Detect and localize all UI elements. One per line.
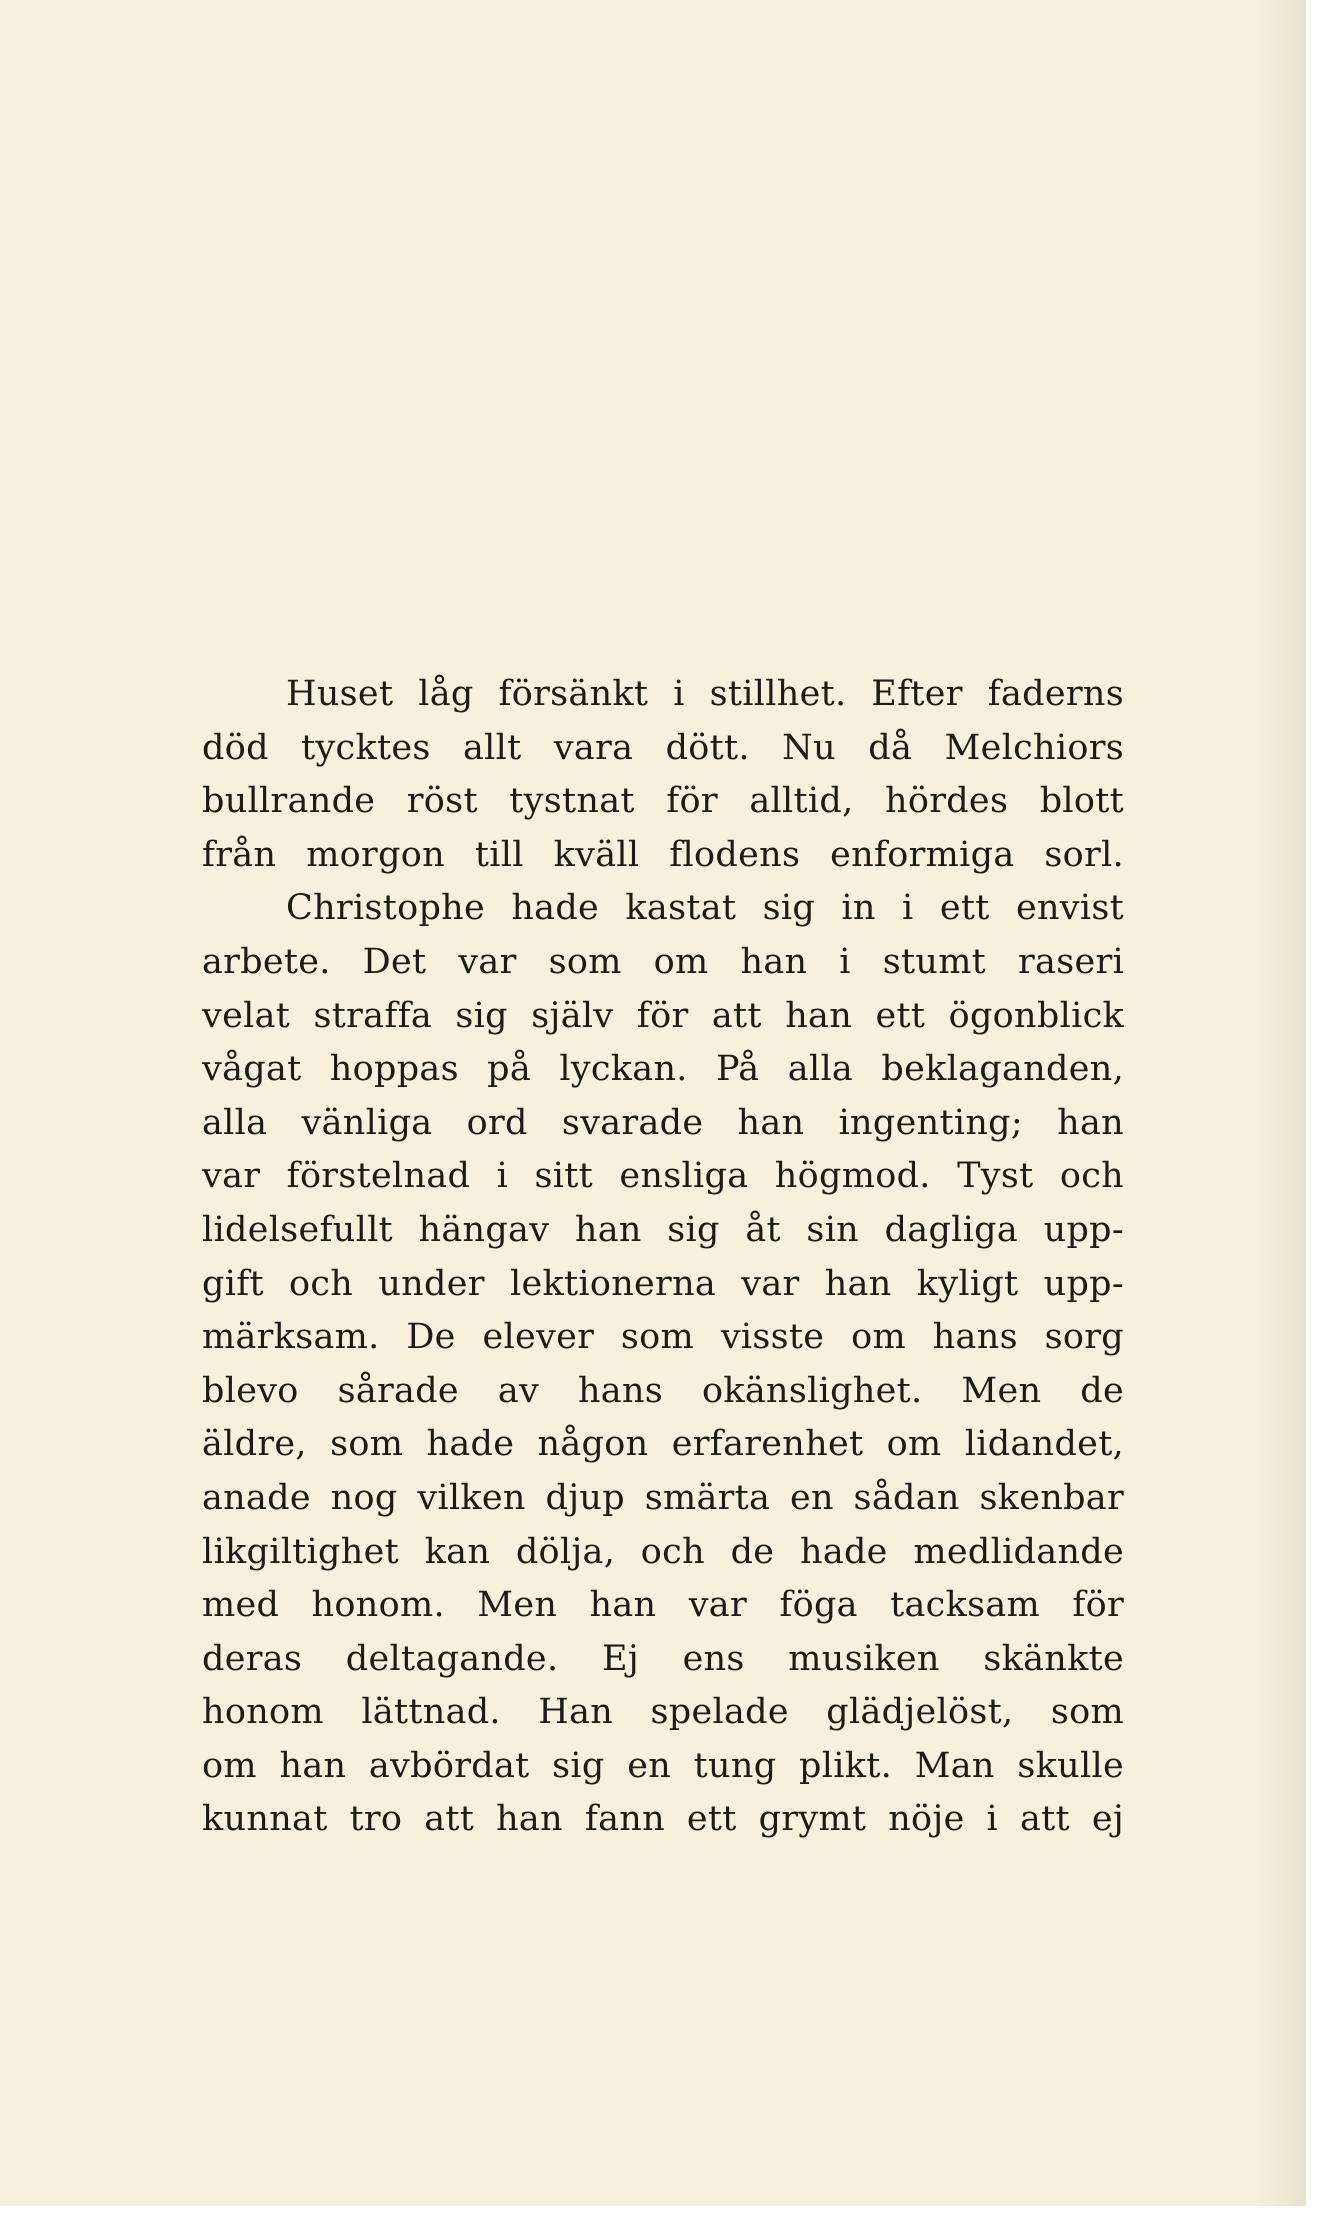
- text-line-13: märksam. De elever som visste om hans sorg: [202, 1317, 1124, 1358]
- text-line-12: gift och under lektionerna var han kyligt upp-: [202, 1263, 1124, 1304]
- text-line-16: anade nog vilken djup smärta en sådan skenbar: [202, 1477, 1124, 1518]
- text-line-7: velat straffa sig själv för att han ett ögonblick: [202, 995, 1124, 1036]
- text-line-1: Huset låg försänkt i stillhet. Efter faderns: [286, 674, 1124, 714]
- text-line-10: var förstelnad i sitt ensliga högmod. Tyst och: [202, 1156, 1124, 1197]
- page-edge: [1306, 0, 1320, 2214]
- text-line-18: med honom. Men han var föga tacksam för: [202, 1585, 1124, 1626]
- text-line-3: bullrande röst tystnat för alltid, hördes blott: [202, 781, 1124, 822]
- text-line-6: arbete. Det var som om han i stumt raseri: [202, 941, 1124, 982]
- text-line-9: alla vänliga ord svarade han ingenting; han: [202, 1102, 1124, 1143]
- text-line-22: kunnat tro att han fann ett grymt nöje i att ej: [202, 1799, 1124, 1840]
- text-line-20: honom lättnad. Han spelade glädjelöst, som: [202, 1692, 1124, 1733]
- text-line-15: äldre, som hade någon erfarenhet om lidandet,: [202, 1424, 1124, 1465]
- text-line-21: om han avbördat sig en tung plikt. Man skulle: [202, 1745, 1124, 1786]
- text-line-17: likgiltighet kan dölja, och de hade medlidande: [202, 1531, 1124, 1572]
- text-line-2: död tycktes allt vara dött. Nu då Melchiors: [202, 727, 1124, 768]
- text-line-11: lidelsefullt hängav han sig åt sin dagliga upp-: [202, 1209, 1124, 1250]
- body-text: [202, 668, 1124, 1847]
- text-line-14: blevo sårade av hans okänslighet. Men de: [202, 1370, 1124, 1411]
- text-line-4: från morgon till kväll flodens enformiga sorl.: [202, 834, 1124, 875]
- text-line-8: vågat hoppas på lyckan. På alla beklaganden,: [202, 1049, 1124, 1090]
- text-line-19: deras deltagande. Ej ens musiken skänkte: [202, 1638, 1124, 1679]
- text-line-5: Christophe hade kastat sig in i ett envist: [286, 888, 1124, 929]
